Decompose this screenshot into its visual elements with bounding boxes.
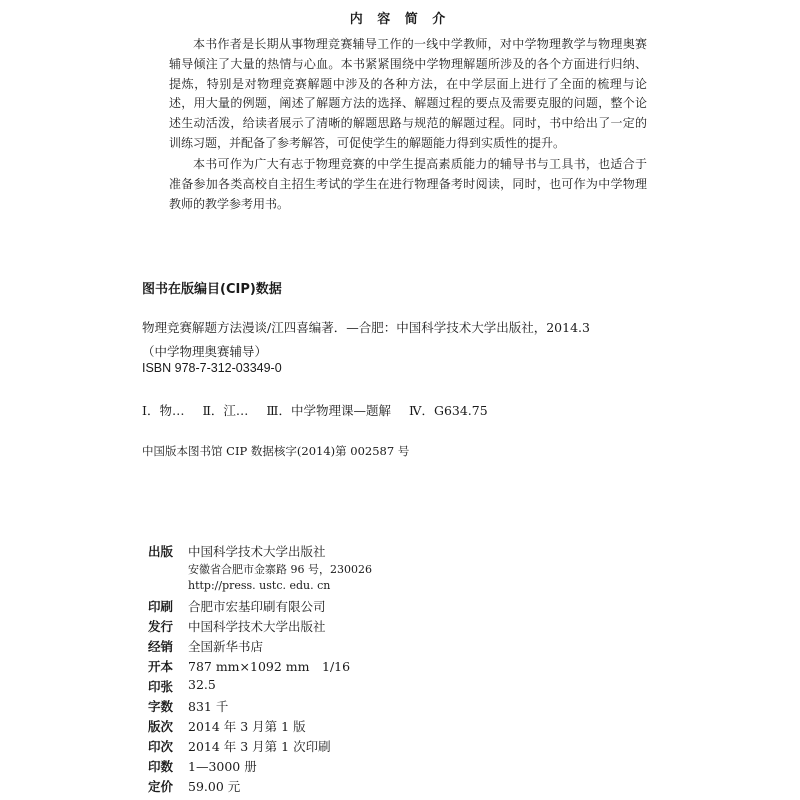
cip-series-line: （中学物理奥赛辅导） xyxy=(142,344,268,359)
cip-classification xyxy=(142,401,502,419)
pub-label: 出版 xyxy=(148,544,174,559)
cip-title-line: 物理竞赛解题方法漫谈/江四喜编著．—合肥：中国科学技术大学出版社，2014.3 xyxy=(142,320,590,335)
pub-label: 经销 xyxy=(148,639,174,654)
pub-value: 831 千 xyxy=(188,699,229,714)
cip-class-item: Ⅳ．G634.75 xyxy=(408,403,488,418)
pub-value: 中国科学技术大学出版社 xyxy=(188,619,326,634)
pub-label: 印刷 xyxy=(148,599,174,614)
pub-value: 合肥市宏基印刷有限公司 xyxy=(188,599,326,614)
pub-label: 印数 xyxy=(148,759,174,774)
pub-value: 59.00 元 xyxy=(188,779,241,794)
summary-paragraph-1: 本书作者是长期从事物理竞赛辅导工作的一线中学教师，对中学物理教学与物理奥赛辅导倾注了大量的热情与心血。本书紧紧围绕中学物理解题所涉及的各个方面进行归纳、提炼，特别是对物理竞赛解题中涉及的各种方法，在中学层面上进行了全面的梳理与论述，用大量的例题，阐述了解题方法的选择、解题过程的要点及需要克服的问题，整个论述生动活泼，给读者展示了清晰的解题思路与规范的解题过程。同时，书中给出了一定的训练习题，并配备了参考解答，可促使学生的解题能力得到实质性的提升。 xyxy=(169,37,647,150)
pub-label: 版次 xyxy=(148,719,174,734)
pub-label: 印次 xyxy=(148,739,174,754)
cip-class-item: Ⅲ．中学物理课—题解 xyxy=(266,403,391,418)
cip-heading: 图书在版编目(CIP)数据 xyxy=(142,282,282,297)
pub-value: 787 mm×1092 mm 1/16 xyxy=(188,659,351,674)
pub-value: 2014 年 3 月第 1 次印刷 xyxy=(188,739,331,754)
pub-value: 32.5 xyxy=(188,677,216,692)
pub-value: 中国科学技术大学出版社 xyxy=(188,544,326,559)
cip-class-item: Ⅱ．江… xyxy=(202,403,249,418)
pub-url: http://press. ustc. edu. cn xyxy=(188,579,331,592)
summary-title: 内 容 简 介 xyxy=(349,12,451,27)
cip-class-item: Ⅰ．物… xyxy=(142,403,185,418)
pub-value: 全国新华书店 xyxy=(188,639,264,654)
cip-isbn: ISBN 978-7-312-03349-0 xyxy=(142,361,282,375)
cip-verification: 中国版本图书馆 CIP 数据核字(2014)第 002587 号 xyxy=(142,444,410,458)
pub-label: 开本 xyxy=(148,659,174,674)
summary-paragraph-2: 本书可作为广大有志于物理竞赛的中学生提高素质能力的辅导书与工具书，也适合于准备参加各类高校自主招生考试的学生在进行物理备考时阅读，同时，也可作为中学物理教师的教学参考用书。 xyxy=(169,157,647,211)
pub-value: 2014 年 3 月第 1 版 xyxy=(188,719,306,734)
pub-address: 安徽省合肥市金寨路 96 号，230026 xyxy=(188,563,372,576)
pub-label: 印张 xyxy=(148,679,174,694)
pub-value: 1—3000 册 xyxy=(188,759,257,774)
pub-label: 发行 xyxy=(148,619,174,634)
pub-label: 定价 xyxy=(148,779,174,794)
pub-label: 字数 xyxy=(148,699,174,714)
